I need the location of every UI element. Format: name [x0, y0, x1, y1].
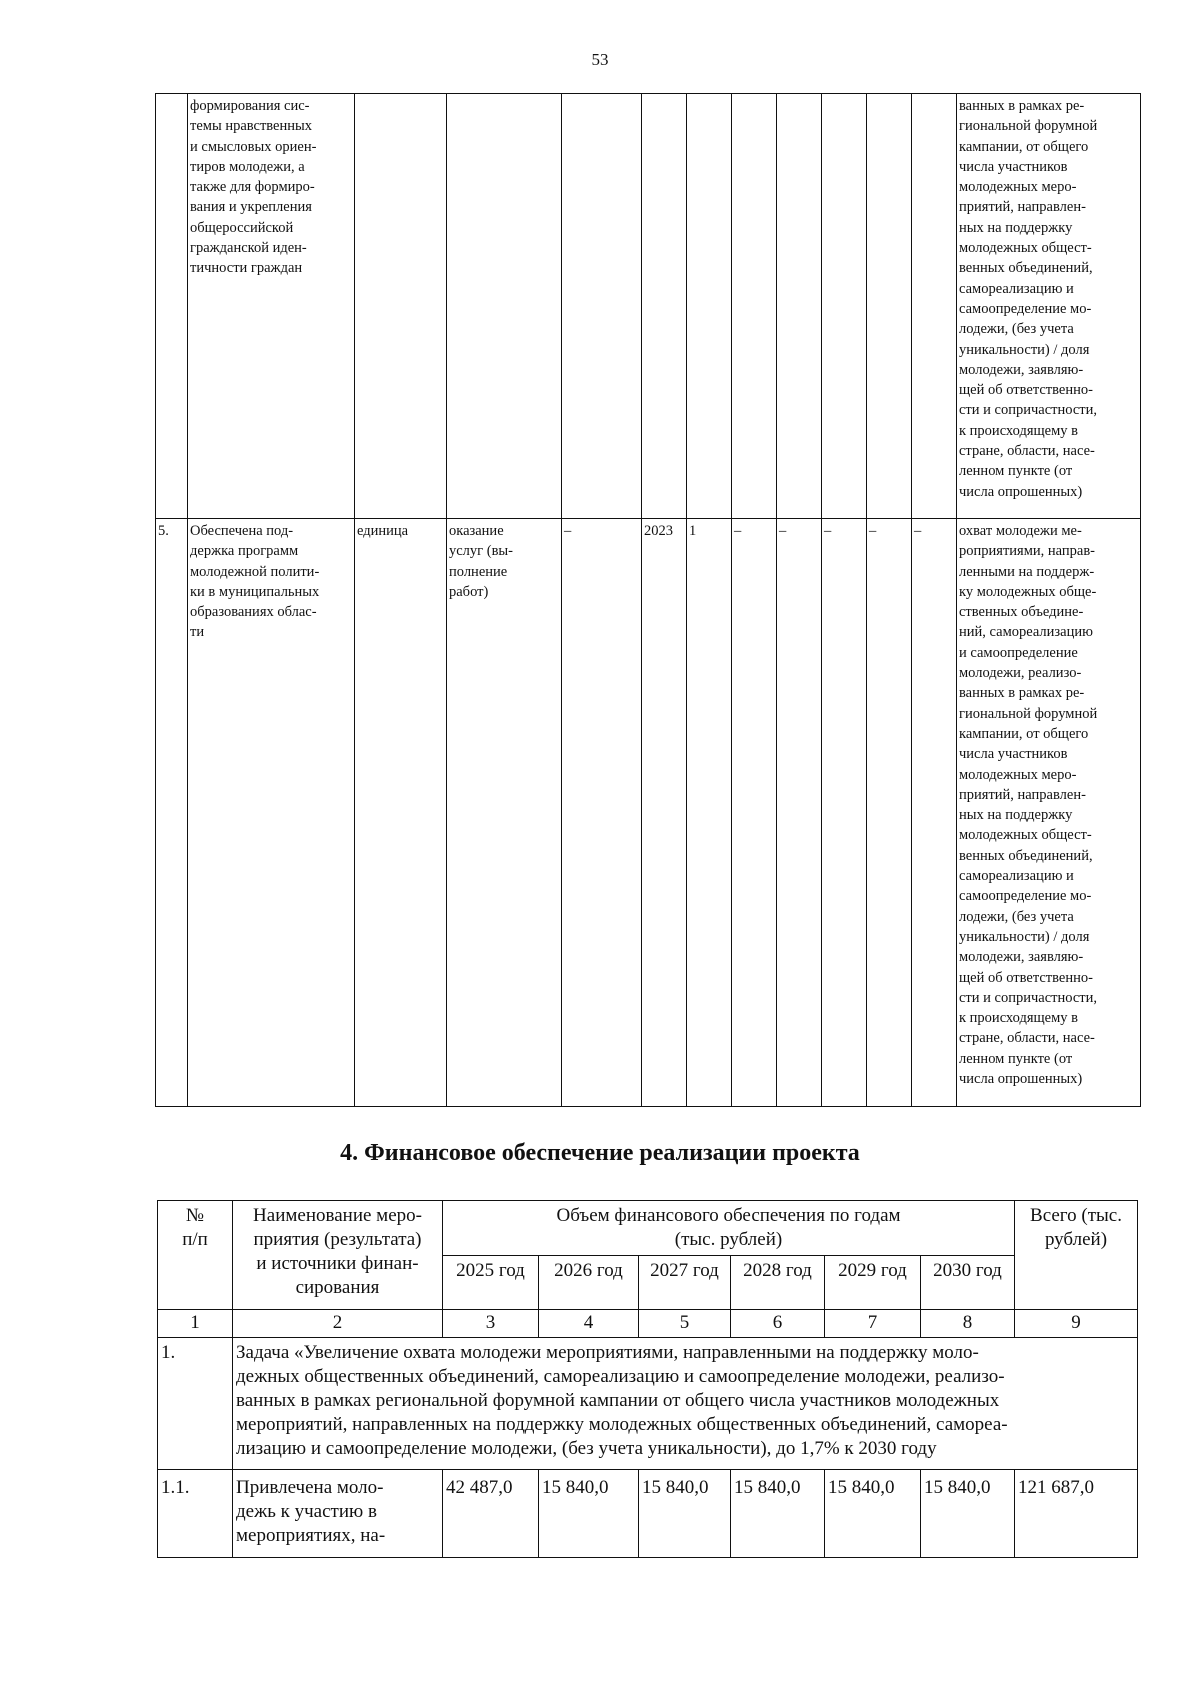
table-row: [158, 1470, 1138, 1558]
row5-note-cell: [957, 519, 1141, 1107]
row5-year: 2023: [642, 519, 687, 1107]
indicators-table-continuation: [155, 93, 1141, 1107]
header-year-2030: 2030 год: [921, 1256, 1015, 1310]
header-total: Всего (тыс. рублей): [1015, 1201, 1138, 1310]
row-1-1-2028: 15 840,0: [731, 1470, 825, 1558]
header-num: № п/п: [158, 1201, 233, 1310]
row5-num: 5.: [156, 519, 188, 1107]
col-number: 9: [1015, 1310, 1138, 1338]
cell-empty: [687, 94, 732, 519]
col-number: 6: [731, 1310, 825, 1338]
table-row: [156, 94, 1141, 519]
row5-name-cell: [188, 519, 355, 1107]
header-volume: Объем финансового обеспечения по годам (тыс. рублей): [443, 1201, 1015, 1256]
cell-empty: [777, 94, 822, 519]
cell-empty: [867, 94, 912, 519]
col-number: 4: [539, 1310, 639, 1338]
row-1-1-num: 1.1.: [158, 1470, 233, 1558]
row5-2026: –: [777, 519, 822, 1107]
col-number: 1: [158, 1310, 233, 1338]
header-year-2027: 2027 год: [639, 1256, 731, 1310]
row-1-1-2030: 15 840,0: [921, 1470, 1015, 1558]
financial-table: [157, 1200, 1138, 1558]
task-row: [158, 1338, 1138, 1470]
cell-note: [957, 94, 1141, 519]
page-number: 53: [591, 50, 609, 69]
row5-type-cell: [447, 519, 562, 1107]
continuation-note: ванных в рамках ре- гиональной форумной кампании, от общего числа участников молодежных меро- приятий, направлен- ных на поддержку молодежных общест- венных объединений, самореализацию и самоопределение мо- лодежи, (без учета уникальности) / доля молодежи, заявляю- щей об ответственно- сти и сопричастности, к происходящему в стране, области, насе- ленном пункте (от числа опрошенных): [959, 98, 1098, 500]
header-year-2026: 2026 год: [539, 1256, 639, 1310]
row5-note: охват молодежи ме- роприятиями, направ- ленными на поддерж- ку молодежных обще- ственных объедине- ний, самореализацию и самоопределение молодежи, реализо- ванных в рамках ре- гиональной форумной кампании, от общего числа участников молодежных меро- приятий, направлен- ных на поддержку молодежных общест- венных объединений, самореализацию и самоопределение мо- лодежи, (без учета уникальности) / доля молодежи, заявляю- щей об ответственно- сти и сопричастности, к происходящему в стране, области, насе- ленном пункте (от числа опрошенных): [959, 523, 1098, 1088]
col-number: 8: [921, 1310, 1015, 1338]
col-number: 5: [639, 1310, 731, 1338]
row5-base: –: [562, 519, 642, 1107]
cell-empty: [355, 94, 447, 519]
cell-empty: [912, 94, 957, 519]
cell-empty: [822, 94, 867, 519]
header-row: [158, 1201, 1138, 1256]
col-number: 3: [443, 1310, 539, 1338]
row-1-1-2029: 15 840,0: [825, 1470, 921, 1558]
cell-name: [188, 94, 355, 519]
row5-2025: –: [732, 519, 777, 1107]
header-year-2025: 2025 год: [443, 1256, 539, 1310]
cell-empty: [642, 94, 687, 519]
col-number: 2: [233, 1310, 443, 1338]
row5-2028: –: [867, 519, 912, 1107]
section-title: 4. Финансовое обеспечение реализации проекта: [340, 1140, 860, 1166]
column-number-row: [158, 1310, 1138, 1338]
header-name: Наименование меро- приятия (результата) и источники финан- сирования: [233, 1201, 443, 1310]
row5-type: оказание услуг (вы- полнение работ): [449, 523, 513, 600]
row5-unit: единица: [355, 519, 447, 1107]
row5-value: 1: [687, 519, 732, 1107]
row-1-1-total: 121 687,0: [1015, 1470, 1138, 1558]
header-year-2029: 2029 год: [825, 1256, 921, 1310]
task-num: 1.: [158, 1338, 233, 1470]
header-year-2028: 2028 год: [731, 1256, 825, 1310]
cell-empty: [562, 94, 642, 519]
row-1-1-2027: 15 840,0: [639, 1470, 731, 1558]
row5-name: Обеспечена под- держка программ молодежной полити- ки в муниципальных образованиях облас- ти: [190, 523, 320, 641]
continuation-name: формирования сис- темы нравственных и смысловых ориен- тиров молодежи, а также для формиро- вания и укрепления общероссийской гражданской иден- тичности граждан: [190, 98, 317, 277]
row-1-1-name: Привлечена моло- дежь к участию в мероприятиях, на-: [233, 1470, 443, 1558]
row5-2029: –: [912, 519, 957, 1107]
row-1-1-2026: 15 840,0: [539, 1470, 639, 1558]
cell-empty: [447, 94, 562, 519]
cell-num: [156, 94, 188, 519]
row5-2027: –: [822, 519, 867, 1107]
table-row: [156, 519, 1141, 1107]
cell-empty: [732, 94, 777, 519]
row-1-1-2025: 42 487,0: [443, 1470, 539, 1558]
col-number: 7: [825, 1310, 921, 1338]
task-text: Задача «Увеличение охвата молодежи мероприятиями, направленными на поддержку моло- дежных общественных объединений, самореализацию и самоопределение молодежи, реализо- ванных в рамках региональной форумной кампании от общего числа участников молодежных мероприятий, направленных на поддержку молодежных общественных объединений, самореа- лизацию и самоопределение молодежи, (без учета уникальности), до 1,7% к 2030 году: [233, 1338, 1138, 1470]
